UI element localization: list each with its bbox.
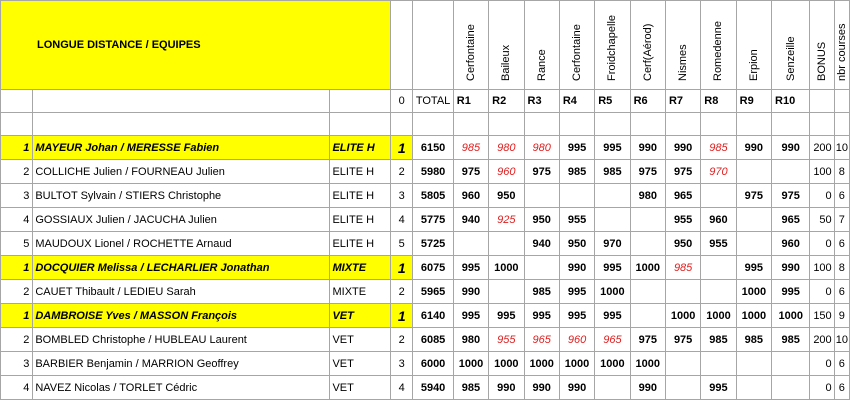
race-score-4[interactable]: 1000 bbox=[559, 352, 594, 376]
team-place[interactable]: 1 bbox=[391, 256, 413, 280]
race-score-7[interactable]: 985 bbox=[665, 256, 700, 280]
team-index[interactable]: 1 bbox=[1, 256, 33, 280]
race-score-10[interactable] bbox=[772, 352, 810, 376]
team-nbr-courses[interactable]: 10 bbox=[834, 328, 849, 352]
team-name[interactable]: NAVEZ Nicolas / TORLET Cédric bbox=[33, 376, 330, 400]
race-name-8[interactable]: Romedenne bbox=[701, 1, 736, 90]
team-name[interactable]: DOCQUIER Melissa / LECHARLIER Jonathan bbox=[33, 256, 330, 280]
team-nbr-courses[interactable]: 8 bbox=[834, 160, 849, 184]
team-category[interactable]: VET bbox=[330, 352, 391, 376]
race-code-10[interactable]: R10 bbox=[772, 90, 810, 113]
team-bonus[interactable]: 0 bbox=[810, 184, 834, 208]
race-score-5[interactable]: 970 bbox=[595, 232, 630, 256]
race-score-3[interactable]: 965 bbox=[524, 328, 559, 352]
team-name[interactable]: BULTOT Sylvain / STIERS Christophe bbox=[33, 184, 330, 208]
race-score-4[interactable] bbox=[559, 184, 594, 208]
race-score-4[interactable]: 950 bbox=[559, 232, 594, 256]
race-score-1[interactable]: 960 bbox=[453, 184, 488, 208]
race-score-5[interactable]: 965 bbox=[595, 328, 630, 352]
team-place[interactable]: 3 bbox=[391, 184, 413, 208]
team-nbr-courses[interactable]: 10 bbox=[834, 136, 849, 160]
team-category[interactable]: MIXTE bbox=[330, 256, 391, 280]
team-category[interactable]: ELITE H bbox=[330, 232, 391, 256]
team-bonus[interactable]: 100 bbox=[810, 160, 834, 184]
race-score-9[interactable]: 985 bbox=[736, 328, 771, 352]
race-score-8[interactable]: 955 bbox=[701, 232, 736, 256]
race-score-8[interactable] bbox=[701, 352, 736, 376]
team-nbr-courses[interactable]: 6 bbox=[834, 184, 849, 208]
team-total[interactable]: 6000 bbox=[413, 352, 453, 376]
blank-row bbox=[1, 113, 850, 136]
race-score-1[interactable]: 940 bbox=[453, 208, 488, 232]
race-score-7[interactable]: 965 bbox=[665, 184, 700, 208]
team-name[interactable]: COLLICHE Julien / FOURNEAU Julien bbox=[33, 160, 330, 184]
team-index[interactable]: 2 bbox=[1, 160, 33, 184]
race-score-3[interactable]: 980 bbox=[524, 136, 559, 160]
race-score-9[interactable]: 995 bbox=[736, 256, 771, 280]
team-nbr-courses[interactable]: 6 bbox=[834, 280, 849, 304]
race-score-5[interactable] bbox=[595, 184, 630, 208]
race-score-9[interactable]: 1000 bbox=[736, 304, 771, 328]
race-score-3[interactable]: 995 bbox=[524, 304, 559, 328]
race-code-3[interactable]: R3 bbox=[524, 90, 559, 113]
team-bonus[interactable]: 0 bbox=[810, 232, 834, 256]
team-name[interactable]: BARBIER Benjamin / MARRION Geoffrey bbox=[33, 352, 330, 376]
race-score-6[interactable]: 980 bbox=[630, 184, 665, 208]
team-index[interactable]: 4 bbox=[1, 208, 33, 232]
team-nbr-courses[interactable]: 7 bbox=[834, 208, 849, 232]
race-score-5[interactable]: 1000 bbox=[595, 280, 630, 304]
team-row bbox=[1, 232, 850, 256]
race-score-3[interactable] bbox=[524, 256, 559, 280]
team-category[interactable]: VET bbox=[330, 376, 391, 400]
race-score-3[interactable]: 990 bbox=[524, 376, 559, 400]
race-score-8[interactable] bbox=[701, 280, 736, 304]
team-place[interactable]: 2 bbox=[391, 280, 413, 304]
race-name-7[interactable]: Nismes bbox=[665, 1, 700, 90]
race-score-9[interactable] bbox=[736, 208, 771, 232]
race-score-3[interactable] bbox=[524, 184, 559, 208]
team-category[interactable]: VET bbox=[330, 304, 391, 328]
race-name-2[interactable]: Baileux bbox=[489, 1, 524, 90]
race-score-8[interactable]: 985 bbox=[701, 136, 736, 160]
race-score-10[interactable]: 1000 bbox=[772, 304, 810, 328]
team-total[interactable]: 5725 bbox=[413, 232, 453, 256]
team-total[interactable]: 6085 bbox=[413, 328, 453, 352]
race-score-2[interactable]: 1000 bbox=[489, 352, 524, 376]
team-place[interactable]: 2 bbox=[391, 160, 413, 184]
race-score-5[interactable]: 995 bbox=[595, 136, 630, 160]
race-score-8[interactable]: 970 bbox=[701, 160, 736, 184]
team-row bbox=[1, 376, 850, 400]
race-score-6[interactable] bbox=[630, 232, 665, 256]
race-score-8[interactable]: 995 bbox=[701, 376, 736, 400]
bonus-header[interactable]: BONUS bbox=[810, 1, 834, 90]
race-score-8[interactable] bbox=[701, 256, 736, 280]
team-nbr-courses[interactable]: 8 bbox=[834, 256, 849, 280]
team-total[interactable]: 5940 bbox=[413, 376, 453, 400]
race-score-2[interactable]: 925 bbox=[489, 208, 524, 232]
team-row bbox=[1, 352, 850, 376]
race-score-2[interactable]: 995 bbox=[489, 304, 524, 328]
race-score-2[interactable]: 955 bbox=[489, 328, 524, 352]
total-header[interactable]: TOTAL bbox=[413, 90, 453, 113]
race-score-1[interactable]: 975 bbox=[453, 160, 488, 184]
race-score-4[interactable]: 960 bbox=[559, 328, 594, 352]
team-index[interactable]: 2 bbox=[1, 280, 33, 304]
race-score-6[interactable]: 975 bbox=[630, 160, 665, 184]
team-place[interactable]: 4 bbox=[391, 376, 413, 400]
race-score-5[interactable]: 995 bbox=[595, 304, 630, 328]
race-score-4[interactable]: 990 bbox=[559, 256, 594, 280]
race-score-7[interactable]: 955 bbox=[665, 208, 700, 232]
race-score-1[interactable] bbox=[453, 232, 488, 256]
race-name-3[interactable]: Rance bbox=[524, 1, 559, 90]
race-score-2[interactable]: 980 bbox=[489, 136, 524, 160]
team-name[interactable]: MAYEUR Johan / MERESSE Fabien bbox=[33, 136, 330, 160]
team-category[interactable]: VET bbox=[330, 328, 391, 352]
race-score-5[interactable] bbox=[595, 376, 630, 400]
race-score-3[interactable]: 1000 bbox=[524, 352, 559, 376]
team-bonus[interactable]: 0 bbox=[810, 280, 834, 304]
sheet-title: LONGUE DISTANCE / EQUIPES bbox=[1, 1, 391, 90]
team-index[interactable]: 2 bbox=[1, 328, 33, 352]
team-place[interactable]: 5 bbox=[391, 232, 413, 256]
team-total[interactable]: 5980 bbox=[413, 160, 453, 184]
race-name-1[interactable]: Cerfontaine bbox=[453, 1, 488, 90]
race-score-6[interactable]: 1000 bbox=[630, 352, 665, 376]
race-score-1[interactable]: 1000 bbox=[453, 352, 488, 376]
team-row bbox=[1, 256, 850, 280]
race-score-5[interactable]: 995 bbox=[595, 256, 630, 280]
team-total[interactable]: 5965 bbox=[413, 280, 453, 304]
race-score-1[interactable]: 985 bbox=[453, 136, 488, 160]
race-score-1[interactable]: 995 bbox=[453, 304, 488, 328]
race-score-9[interactable]: 990 bbox=[736, 136, 771, 160]
race-name-9[interactable]: Erpion bbox=[736, 1, 771, 90]
team-total[interactable]: 6075 bbox=[413, 256, 453, 280]
team-category[interactable]: ELITE H bbox=[330, 208, 391, 232]
race-name-10[interactable]: Senzeille bbox=[772, 1, 810, 90]
team-nbr-courses[interactable]: 9 bbox=[834, 304, 849, 328]
race-score-10[interactable]: 990 bbox=[772, 256, 810, 280]
team-bonus[interactable]: 50 bbox=[810, 208, 834, 232]
race-score-9[interactable] bbox=[736, 232, 771, 256]
race-score-10[interactable] bbox=[772, 376, 810, 400]
team-name[interactable]: GOSSIAUX Julien / JACUCHA Julien bbox=[33, 208, 330, 232]
team-place[interactable]: 2 bbox=[391, 328, 413, 352]
race-score-6[interactable] bbox=[630, 280, 665, 304]
team-bonus[interactable]: 200 bbox=[810, 136, 834, 160]
race-score-8[interactable]: 1000 bbox=[701, 304, 736, 328]
race-score-4[interactable]: 995 bbox=[559, 304, 594, 328]
race-score-7[interactable]: 950 bbox=[665, 232, 700, 256]
race-score-3[interactable]: 950 bbox=[524, 208, 559, 232]
race-score-10[interactable]: 995 bbox=[772, 280, 810, 304]
race-score-2[interactable] bbox=[489, 232, 524, 256]
race-score-10[interactable]: 985 bbox=[772, 328, 810, 352]
team-category[interactable]: ELITE H bbox=[330, 184, 391, 208]
race-score-9[interactable] bbox=[736, 160, 771, 184]
race-score-2[interactable]: 950 bbox=[489, 184, 524, 208]
team-row bbox=[1, 136, 850, 160]
race-score-4[interactable]: 995 bbox=[559, 280, 594, 304]
team-nbr-courses[interactable]: 6 bbox=[834, 376, 849, 400]
race-score-8[interactable]: 985 bbox=[701, 328, 736, 352]
race-score-10[interactable]: 975 bbox=[772, 184, 810, 208]
race-score-6[interactable]: 975 bbox=[630, 328, 665, 352]
race-name-5[interactable]: Froidchapelle bbox=[595, 1, 630, 90]
team-name[interactable]: DAMBROISE Yves / MASSON François bbox=[33, 304, 330, 328]
team-row bbox=[1, 184, 850, 208]
race-name-6[interactable]: Cerf(Aérod) bbox=[630, 1, 665, 90]
race-score-6[interactable] bbox=[630, 208, 665, 232]
team-row bbox=[1, 304, 850, 328]
race-code-8[interactable]: R8 bbox=[701, 90, 736, 113]
race-score-3[interactable]: 975 bbox=[524, 160, 559, 184]
team-total[interactable]: 5775 bbox=[413, 208, 453, 232]
race-code-9[interactable]: R9 bbox=[736, 90, 771, 113]
race-code-2[interactable]: R2 bbox=[489, 90, 524, 113]
team-place[interactable]: 1 bbox=[391, 304, 413, 328]
race-score-1[interactable]: 995 bbox=[453, 256, 488, 280]
team-index[interactable]: 1 bbox=[1, 136, 33, 160]
race-score-9[interactable]: 1000 bbox=[736, 280, 771, 304]
nbr-courses-header[interactable]: nbr courses bbox=[834, 1, 849, 90]
team-bonus[interactable]: 150 bbox=[810, 304, 834, 328]
team-name[interactable]: CAUET Thibault / LEDIEU Sarah bbox=[33, 280, 330, 304]
race-score-6[interactable]: 990 bbox=[630, 376, 665, 400]
team-bonus[interactable]: 0 bbox=[810, 376, 834, 400]
team-bonus[interactable]: 0 bbox=[810, 352, 834, 376]
race-score-6[interactable]: 990 bbox=[630, 136, 665, 160]
team-place[interactable]: 3 bbox=[391, 352, 413, 376]
team-category[interactable]: MIXTE bbox=[330, 280, 391, 304]
race-score-10[interactable]: 990 bbox=[772, 136, 810, 160]
race-name-header-row bbox=[1, 1, 850, 90]
team-place[interactable]: 4 bbox=[391, 208, 413, 232]
race-score-9[interactable]: 975 bbox=[736, 184, 771, 208]
race-score-7[interactable] bbox=[665, 376, 700, 400]
race-code-5[interactable]: R5 bbox=[595, 90, 630, 113]
race-score-8[interactable] bbox=[701, 184, 736, 208]
team-total[interactable]: 6140 bbox=[413, 304, 453, 328]
race-score-2[interactable] bbox=[489, 280, 524, 304]
team-row bbox=[1, 328, 850, 352]
race-score-7[interactable]: 975 bbox=[665, 160, 700, 184]
team-place[interactable]: 1 bbox=[391, 136, 413, 160]
team-nbr-courses[interactable]: 6 bbox=[834, 232, 849, 256]
team-row bbox=[1, 280, 850, 304]
race-score-5[interactable] bbox=[595, 208, 630, 232]
race-code-1[interactable]: R1 bbox=[453, 90, 488, 113]
team-nbr-courses[interactable]: 6 bbox=[834, 352, 849, 376]
race-score-6[interactable]: 1000 bbox=[630, 256, 665, 280]
race-score-2[interactable]: 960 bbox=[489, 160, 524, 184]
race-score-4[interactable]: 985 bbox=[559, 160, 594, 184]
race-score-7[interactable]: 975 bbox=[665, 328, 700, 352]
team-index[interactable]: 3 bbox=[1, 352, 33, 376]
race-score-4[interactable]: 995 bbox=[559, 136, 594, 160]
team-index[interactable]: 1 bbox=[1, 304, 33, 328]
race-code-6[interactable]: R6 bbox=[630, 90, 665, 113]
race-score-7[interactable]: 990 bbox=[665, 136, 700, 160]
race-code-7[interactable]: R7 bbox=[665, 90, 700, 113]
team-row bbox=[1, 160, 850, 184]
race-score-5[interactable]: 985 bbox=[595, 160, 630, 184]
team-index[interactable]: 3 bbox=[1, 184, 33, 208]
team-category[interactable]: ELITE H bbox=[330, 136, 391, 160]
race-score-7[interactable]: 1000 bbox=[665, 304, 700, 328]
race-score-8[interactable]: 960 bbox=[701, 208, 736, 232]
race-score-6[interactable] bbox=[630, 304, 665, 328]
race-score-1[interactable]: 990 bbox=[453, 280, 488, 304]
race-code-4[interactable]: R4 bbox=[559, 90, 594, 113]
race-score-1[interactable]: 985 bbox=[453, 376, 488, 400]
race-score-3[interactable]: 940 bbox=[524, 232, 559, 256]
team-row bbox=[1, 208, 850, 232]
race-score-7[interactable] bbox=[665, 352, 700, 376]
team-name[interactable]: MAUDOUX Lionel / ROCHETTE Arnaud bbox=[33, 232, 330, 256]
race-score-5[interactable]: 1000 bbox=[595, 352, 630, 376]
race-code-header-row bbox=[1, 90, 850, 113]
team-index[interactable]: 4 bbox=[1, 376, 33, 400]
race-score-10[interactable] bbox=[772, 160, 810, 184]
team-bonus[interactable]: 200 bbox=[810, 328, 834, 352]
race-score-7[interactable] bbox=[665, 280, 700, 304]
race-score-10[interactable]: 960 bbox=[772, 232, 810, 256]
race-score-3[interactable]: 985 bbox=[524, 280, 559, 304]
race-score-10[interactable]: 965 bbox=[772, 208, 810, 232]
race-score-9[interactable] bbox=[736, 352, 771, 376]
team-index[interactable]: 5 bbox=[1, 232, 33, 256]
team-name[interactable]: BOMBLED Christophe / HUBLEAU Laurent bbox=[33, 328, 330, 352]
zero-header[interactable]: 0 bbox=[391, 90, 413, 113]
team-category[interactable]: ELITE H bbox=[330, 160, 391, 184]
race-score-1[interactable]: 980 bbox=[453, 328, 488, 352]
race-score-2[interactable]: 990 bbox=[489, 376, 524, 400]
team-bonus[interactable]: 100 bbox=[810, 256, 834, 280]
race-name-4[interactable]: Cerfontaine bbox=[559, 1, 594, 90]
race-score-2[interactable]: 1000 bbox=[489, 256, 524, 280]
race-score-4[interactable]: 955 bbox=[559, 208, 594, 232]
race-score-4[interactable]: 990 bbox=[559, 376, 594, 400]
team-total[interactable]: 6150 bbox=[413, 136, 453, 160]
race-score-9[interactable] bbox=[736, 376, 771, 400]
team-total[interactable]: 5805 bbox=[413, 184, 453, 208]
